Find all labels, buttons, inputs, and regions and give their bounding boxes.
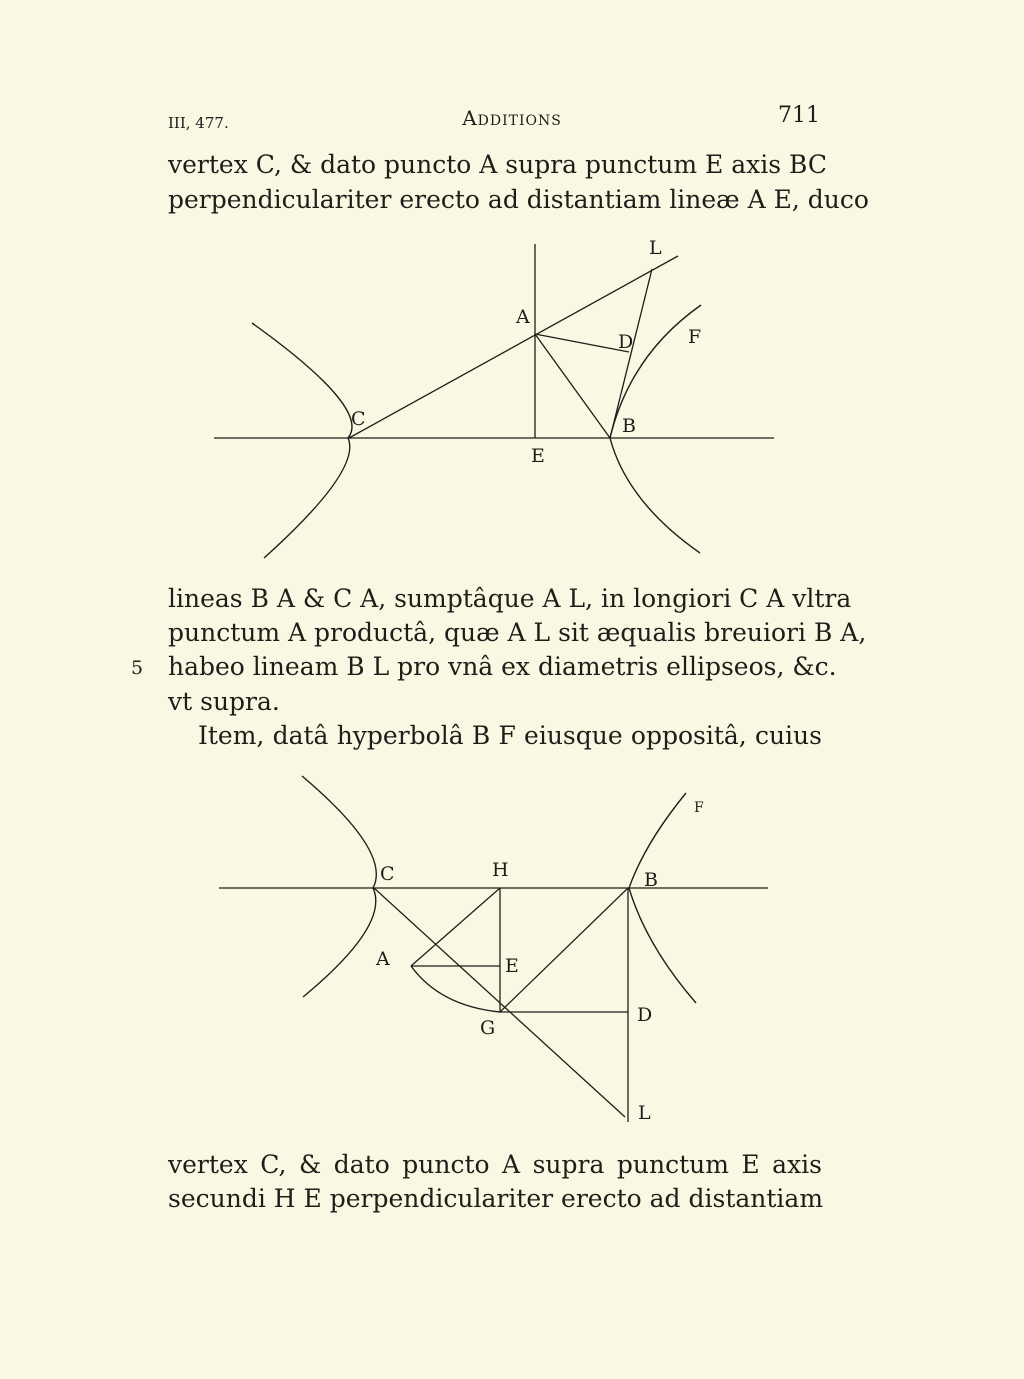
label-d: D xyxy=(637,1004,653,1026)
label-h: H xyxy=(492,859,509,881)
label-c: C xyxy=(351,408,366,430)
text-line: perpendiculariter erecto ad distantiam lineæ A E, duco xyxy=(168,185,869,214)
label-b: B xyxy=(622,415,636,437)
text-line: habeo lineam B L pro vnâ ex diametris ellipseos, &c. xyxy=(168,652,837,681)
text-line: punctum A productâ, quæ A L sit æqualis breuiori B A, xyxy=(168,618,867,647)
line-ha xyxy=(411,888,500,966)
line-gb xyxy=(500,888,628,1012)
text-line: lineas B A & C A, sumptâque A L, in longiori C A vltra xyxy=(168,584,852,613)
label-e: E xyxy=(531,445,545,467)
label-g: G xyxy=(480,1017,496,1039)
text-line: vt supra. xyxy=(168,687,280,716)
running-head-reference: III, 477. xyxy=(168,114,229,132)
arc-ag xyxy=(411,966,500,1012)
text-line: vertex C, & dato puncto A supra punctum E axis BC xyxy=(168,150,827,179)
left-hyperbola-branch xyxy=(302,776,376,997)
page-number: 711 xyxy=(778,103,820,128)
text-line: secundi H E perpendiculariter erecto ad distantiam xyxy=(168,1184,824,1213)
label-a: A xyxy=(516,306,530,328)
right-hyperbola-branch xyxy=(629,793,696,1003)
label-d: D xyxy=(618,331,634,353)
label-l: L xyxy=(638,1102,651,1124)
running-head-title: Additions xyxy=(462,106,562,130)
text-line: vertex C, & dato puncto A supra punctum E axis xyxy=(168,1150,822,1179)
label-f: F xyxy=(694,800,704,816)
label-a: A xyxy=(376,948,390,970)
text-line: Item, datâ hyperbolâ B F eiusque oppositâ, cuius xyxy=(198,721,822,750)
label-e: E xyxy=(505,955,519,977)
label-c: C xyxy=(380,863,395,885)
label-b: B xyxy=(644,869,658,891)
label-f: F xyxy=(688,326,702,348)
label-l: L xyxy=(649,237,662,259)
line-number: 5 xyxy=(131,657,144,679)
